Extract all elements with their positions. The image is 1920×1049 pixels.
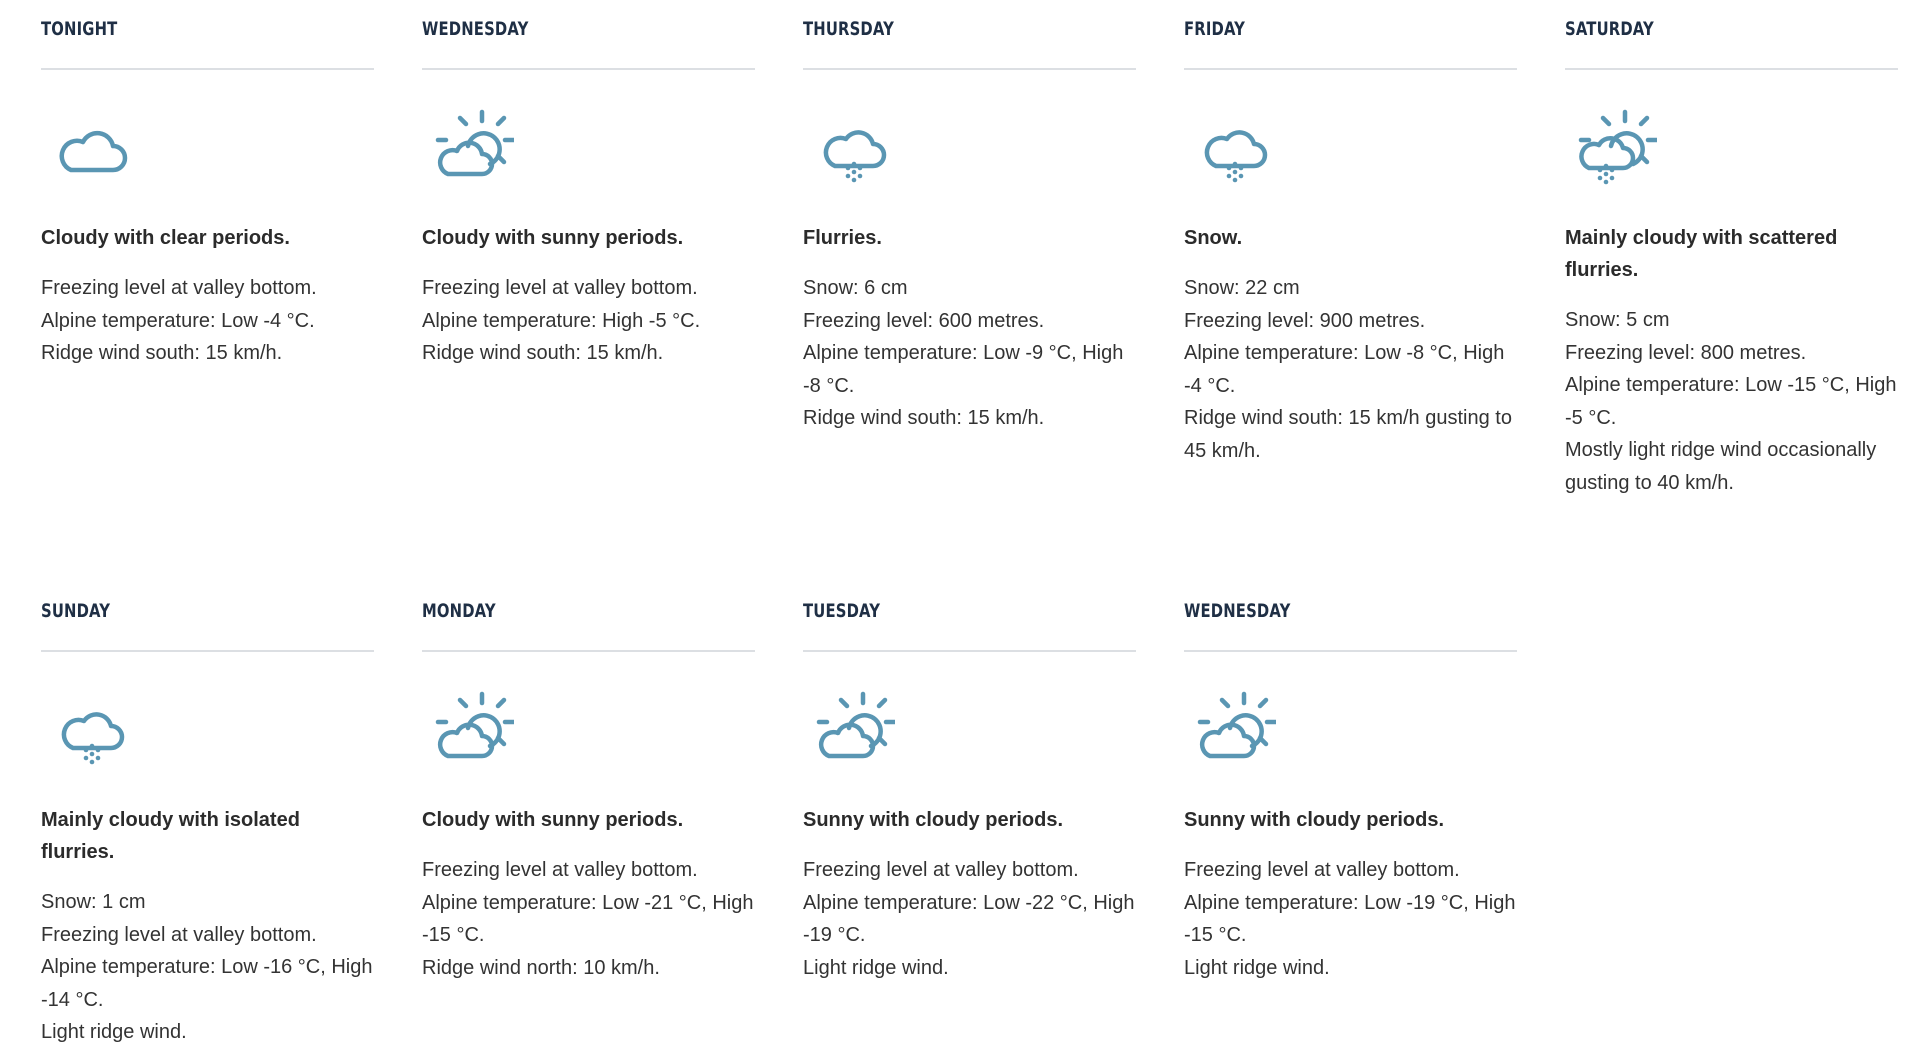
day-divider xyxy=(1184,68,1517,70)
detail-line: Alpine temperature: Low -4 °C. xyxy=(41,309,315,332)
detail-line: Alpine temperature: Low -22 °C, High -19 °C. xyxy=(803,891,1135,946)
detail-line: Ridge wind south: 15 km/h. xyxy=(422,342,664,364)
day-divider xyxy=(41,68,374,70)
day-divider xyxy=(1565,68,1898,70)
forecast-day-saturday xyxy=(1565,0,1898,582)
day-divider xyxy=(422,650,755,652)
day-heading: TUESDAY xyxy=(803,600,881,622)
detail-line: Snow: 5 cm xyxy=(1565,309,1670,331)
snow-cloud-icon xyxy=(1194,106,1276,188)
detail-line: Ridge wind south: 15 km/h. xyxy=(803,407,1045,429)
detail-line: Light ridge wind. xyxy=(41,1021,187,1043)
detail-line: Alpine temperature: Low -21 °C, High -15 °C. xyxy=(422,891,754,946)
forecast-grid xyxy=(41,0,1901,1043)
detail-line: Snow: 6 cm xyxy=(803,277,908,299)
forecast-day-monday xyxy=(422,582,755,1012)
weather-summary: Sunny with cloudy periods. xyxy=(1184,809,1445,831)
detail-line: Freezing level at valley bottom. xyxy=(41,277,317,299)
weather-details xyxy=(41,272,374,370)
day-divider xyxy=(422,68,755,70)
sun-snow-cloud-icon xyxy=(1575,106,1657,188)
detail-line: Alpine temperature: Low -15 °C, High -5 °C. xyxy=(1565,374,1897,429)
detail-line: Freezing level at valley bottom. xyxy=(422,859,698,881)
weather-details xyxy=(803,854,1136,984)
day-heading: MONDAY xyxy=(422,600,496,622)
detail-line: Alpine temperature: High -5 °C. xyxy=(422,309,701,332)
detail-line: Freezing level: 600 metres. xyxy=(803,309,1045,332)
forecast-day-wednesday xyxy=(422,0,755,582)
weather-details xyxy=(422,272,755,370)
forecast-day-wednesday-2 xyxy=(1184,582,1517,1012)
day-heading: SUNDAY xyxy=(41,600,111,622)
sun-cloud-icon xyxy=(432,688,514,770)
weather-details xyxy=(1184,272,1517,467)
weather-summary: Flurries. xyxy=(803,227,882,249)
day-divider xyxy=(1184,650,1517,652)
weather-summary: Cloudy with sunny periods. xyxy=(422,227,684,249)
weather-details xyxy=(422,854,755,984)
day-heading: TONIGHT xyxy=(41,18,118,40)
weather-summary: Cloudy with clear periods. xyxy=(41,227,290,249)
forecast-day-tuesday xyxy=(803,582,1136,1012)
detail-line: Freezing level at valley bottom. xyxy=(1184,859,1460,881)
detail-line: Alpine temperature: Low -16 °C, High -14 °C. xyxy=(41,956,373,1011)
detail-line: Ridge wind north: 10 km/h. xyxy=(422,956,660,979)
day-heading: FRIDAY xyxy=(1184,18,1246,40)
forecast-day-tonight xyxy=(41,0,374,582)
detail-line: Alpine temperature: Low -19 °C, High -15 °C. xyxy=(1184,891,1516,946)
detail-line: Freezing level at valley bottom. xyxy=(803,859,1079,881)
detail-line: Light ridge wind. xyxy=(1184,956,1330,979)
weather-details xyxy=(1184,854,1517,984)
detail-line: Freezing level at valley bottom. xyxy=(41,923,317,946)
day-heading: WEDNESDAY xyxy=(422,18,529,40)
day-heading: SATURDAY xyxy=(1565,18,1654,40)
forecast-day-sunday xyxy=(41,582,374,1043)
detail-line: Mostly light ridge wind occasionally gusting to 40 km/h. xyxy=(1565,439,1877,494)
weather-details xyxy=(41,886,374,1049)
weather-summary: Cloudy with sunny periods. xyxy=(422,809,684,831)
weather-summary: Snow. xyxy=(1184,227,1243,249)
weather-details xyxy=(1565,304,1898,499)
weather-summary: Sunny with cloudy periods. xyxy=(803,809,1064,831)
snow-cloud-icon xyxy=(51,688,133,770)
weather-summary: Mainly cloudy with scattered flurries. xyxy=(1565,227,1838,281)
snow-cloud-icon xyxy=(813,106,895,188)
cloud-icon xyxy=(51,106,133,188)
detail-line: Snow: 22 cm xyxy=(1184,277,1300,299)
weather-details xyxy=(803,272,1136,435)
detail-line: Ridge wind south: 15 km/h gusting to 45 km/h. xyxy=(1184,407,1512,462)
sun-cloud-icon xyxy=(432,106,514,188)
day-divider xyxy=(803,650,1136,652)
sun-cloud-icon xyxy=(1194,688,1276,770)
detail-line: Alpine temperature: Low -8 °C, High -4 °C. xyxy=(1184,342,1505,397)
sun-cloud-icon xyxy=(813,688,895,770)
day-divider xyxy=(803,68,1136,70)
forecast-day-thursday xyxy=(803,0,1136,582)
weather-summary: Mainly cloudy with isolated flurries. xyxy=(41,809,300,863)
day-divider xyxy=(41,650,374,652)
detail-line: Snow: 1 cm xyxy=(41,891,146,913)
detail-line: Light ridge wind. xyxy=(803,956,949,979)
detail-line: Alpine temperature: Low -9 °C, High -8 °C. xyxy=(803,342,1124,397)
detail-line: Freezing level: 800 metres. xyxy=(1565,341,1807,364)
detail-line: Freezing level at valley bottom. xyxy=(422,277,698,299)
detail-line: Freezing level: 900 metres. xyxy=(1184,309,1426,332)
day-heading: THURSDAY xyxy=(803,18,894,40)
detail-line: Ridge wind south: 15 km/h. xyxy=(41,342,283,364)
day-heading: WEDNESDAY xyxy=(1184,600,1291,622)
forecast-day-friday xyxy=(1184,0,1517,582)
